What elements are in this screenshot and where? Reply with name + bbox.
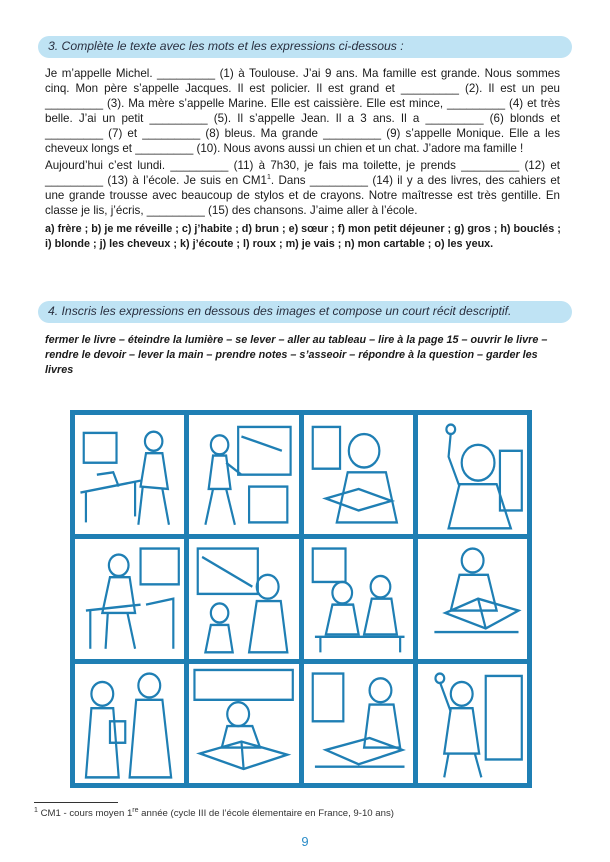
paragraph-family: Je m’appelle Michel. _________ (1) à Toulouse. J’ai 9 ans. Ma famille est grande. Nous sommes cinq. Mon père s’appelle Jacques. Il est policier. Il est grand et _________ (2). Il est un peu _________ (3). Ma mère s’appelle Marine. Elle est caissière. Elle est mince, _________ (4) et très belle. J’ai un petit _________ (5). Il s’appelle Jean. Il a 3 ans. Il a _________ (6) blonds et _________ (7) et _________ (8) bleus. Ma grande _________ (9) s’appelle Monique. Elle a les cheveux longs et _________ (10). Nous avons aussi un chien et un chat. J’adore ma famille ! [45, 67, 560, 155]
image-12-standing-up [418, 664, 527, 783]
image-7-writing-notes [304, 539, 413, 658]
footnote-text-b: année (cycle III de l’école élementaire en France, 9-10 ans) [138, 808, 394, 819]
footnote-marker: 1 [34, 806, 38, 814]
page-number: 9 [301, 834, 309, 849]
section-4-banner [38, 301, 572, 323]
image-4-raising-hand [418, 415, 527, 534]
image-5-sitting-down [75, 539, 184, 658]
footnote-text-sup: re [132, 806, 139, 814]
footnote-text-a: CM1 - cours moyen 1 [37, 808, 133, 819]
image-9-handing-homework [75, 664, 184, 783]
image-1-classroom-desks [75, 415, 184, 534]
image-2-going-to-board [189, 415, 298, 534]
paragraph-school [45, 158, 560, 218]
section-3-title: 3. Complète le texte avec les mots et les expressions ci-dessous : [48, 39, 404, 53]
section-4-title: 4. Inscris les expressions en dessous des images et compose un court récit descriptif. [48, 304, 512, 318]
paragraph-school-part-a: Aujourd’hui c’est lundi. _________ (11) à 7h30, je fais ma toilette, je prends _________ (12) et _________ (13) à l’école. Je suis en CM1 [45, 159, 560, 187]
illustration-grid [70, 410, 532, 788]
image-11-closing-book [304, 664, 413, 783]
image-3-reading-book [304, 415, 413, 534]
image-10-page-15 [189, 664, 298, 783]
image-6-turning-off-light [189, 539, 298, 658]
footnote-rule [34, 802, 118, 803]
image-8-opening-book [418, 539, 527, 658]
expression-list: fermer le livre – éteindre la lumière – se lever – aller au tableau – lire à la page 15 – ouvrir le livre – rendre le devoir – lever la main – prendre notes – s’asseoir – répondre à la question – garder les livres [45, 334, 548, 376]
answer-list: a) frère ; b) je me réveille ; c) j’habite ; d) brun ; e) sœur ; f) mon petit déjeuner ; g) gros ; h) bouclés ; i) blonde ; j) les cheveux ; k) j’écoute ; l) roux ; m) je vais ; n) mon cartable ; o) les yeux. [45, 223, 561, 250]
paragraph-school-part-b: . Dans _________ (14) il y a des livres, des cahiers et une grande trousse avec beaucoup de stylos et de crayons. Notre maîtresse est très gentille. En classe je lis, j’écris, _________ (15) des chansons. J’aime aller à l’école. [45, 174, 560, 217]
section-3-banner [38, 36, 572, 58]
footnote-ref: 1 [267, 174, 271, 182]
footnote [34, 808, 394, 819]
